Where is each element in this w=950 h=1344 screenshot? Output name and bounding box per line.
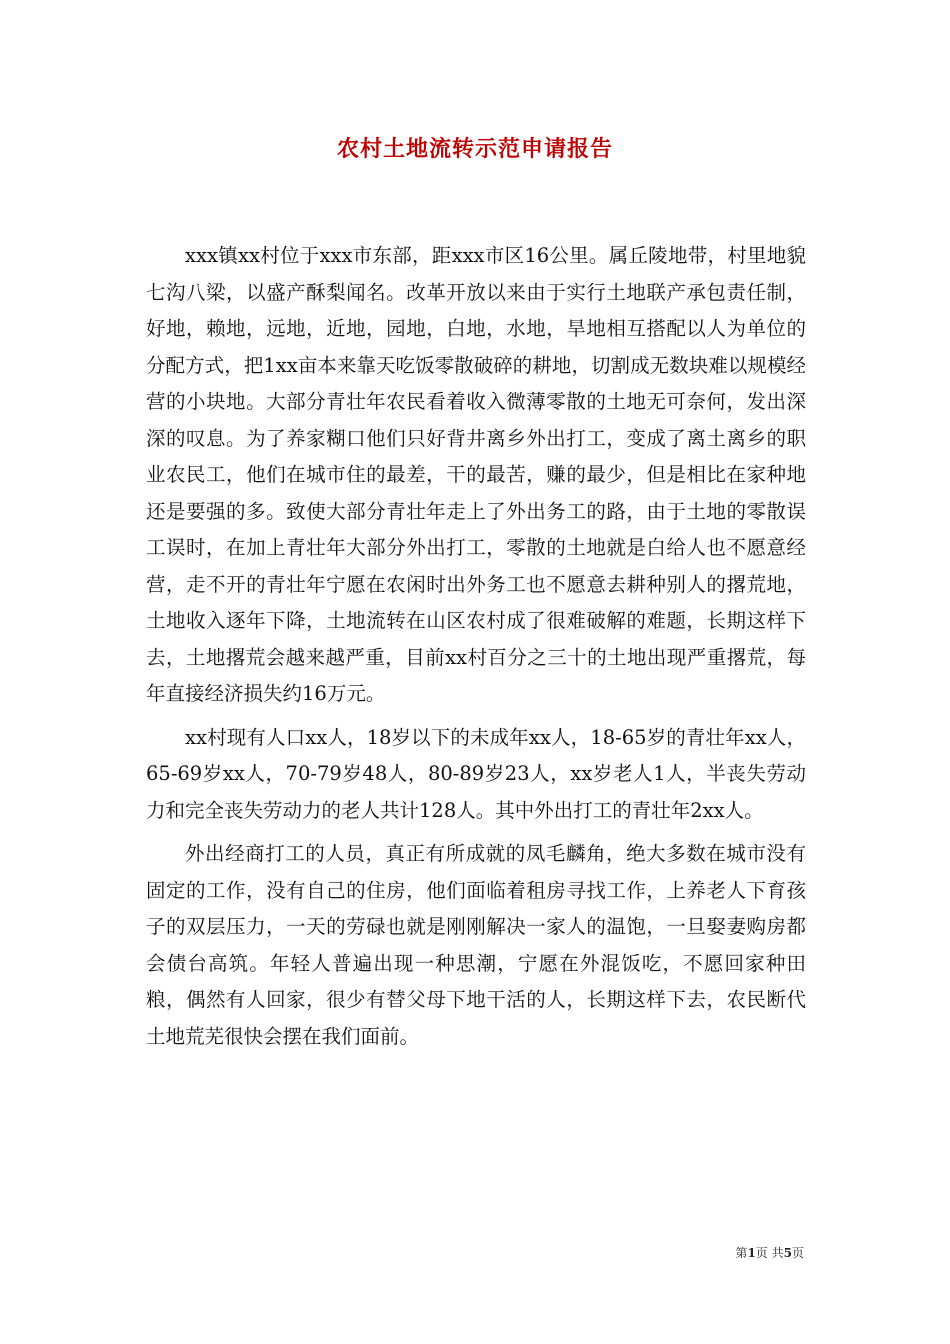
- document-body: [146, 238, 806, 1062]
- footer-page-number: 1: [747, 1246, 756, 1260]
- paragraph-population-stats: xx村现有人口xx人，18岁以下的未成年xx人，18-65岁的青壮年xx人，65-69岁xx人，70-79岁48人，80-89岁23人，xx岁老人1人，半丧失劳动力和完全丧失劳动力的老人共计128人。其中外出打工的青壮年2xx人。: [146, 725, 806, 822]
- document-title: 农村土地流转示范申请报告: [336, 136, 613, 162]
- footer-prefix: 第: [735, 1246, 748, 1260]
- footer-middle: 页 共: [755, 1246, 784, 1260]
- page-footer: [735, 1245, 804, 1261]
- paragraph-village-overview: xxx镇xx村位于xxx市东部，距xxx市区16公里。属丘陵地带，村里地貌七沟八梁，以盛产酥梨闻名。改革开放以来由于实行土地联产承包责任制，好地，赖地，远地，近地，园地，白地，水地，旱地相互搭配以人为单位的分配方式，把1xx亩本来靠天吃饭零散破碎的耕地，切割成无数块难以规模经营的小块地。大部分青壮年农民看着收入微薄零散的土地无可奈何，发出深深的叹息。为了养家糊口他们只好背井离乡外出打工，变成了离土离乡的职业农民工，他们在城市住的最差，干的最苦，赚的最少，但是相比在家种地还是要强的多。致使大部分青壮年走上了外出务工的路，由于土地的零散误工误时，在加上青壮年大部分外出打工，零散的土地就是白给人也不愿意经营，走不开的青壮年宁愿在农闲时出外务工也不愿意去耕种别人的撂荒地，土地收入逐年下降，土地流转在山区农村成了很难破解的难题，长期这样下去，土地撂荒会越来越严重，目前xx村百分之三十的土地出现严重撂荒，每年直接经济损失约16万元。: [146, 244, 806, 705]
- footer-suffix: 页: [791, 1246, 804, 1260]
- footer-total-pages: 5: [783, 1246, 792, 1260]
- paragraph-migrant-workers: 外出经商打工的人员，真正有所成就的凤毛麟角，绝大多数在城市没有固定的工作，没有自己的住房，他们面临着租房寻找工作，上养老人下育孩子的双层压力，一天的劳碌也就是刚刚解决一家人的温饱，一旦娶妻购房都会债台高筑。年轻人普遍出现一种思潮，宁愿在外混饭吃，不愿回家种田粮，偶然有人回家，很少有替父母下地干活的人，长期这样下去，农民断代土地荒芜很快会摆在我们面前。: [146, 842, 806, 1048]
